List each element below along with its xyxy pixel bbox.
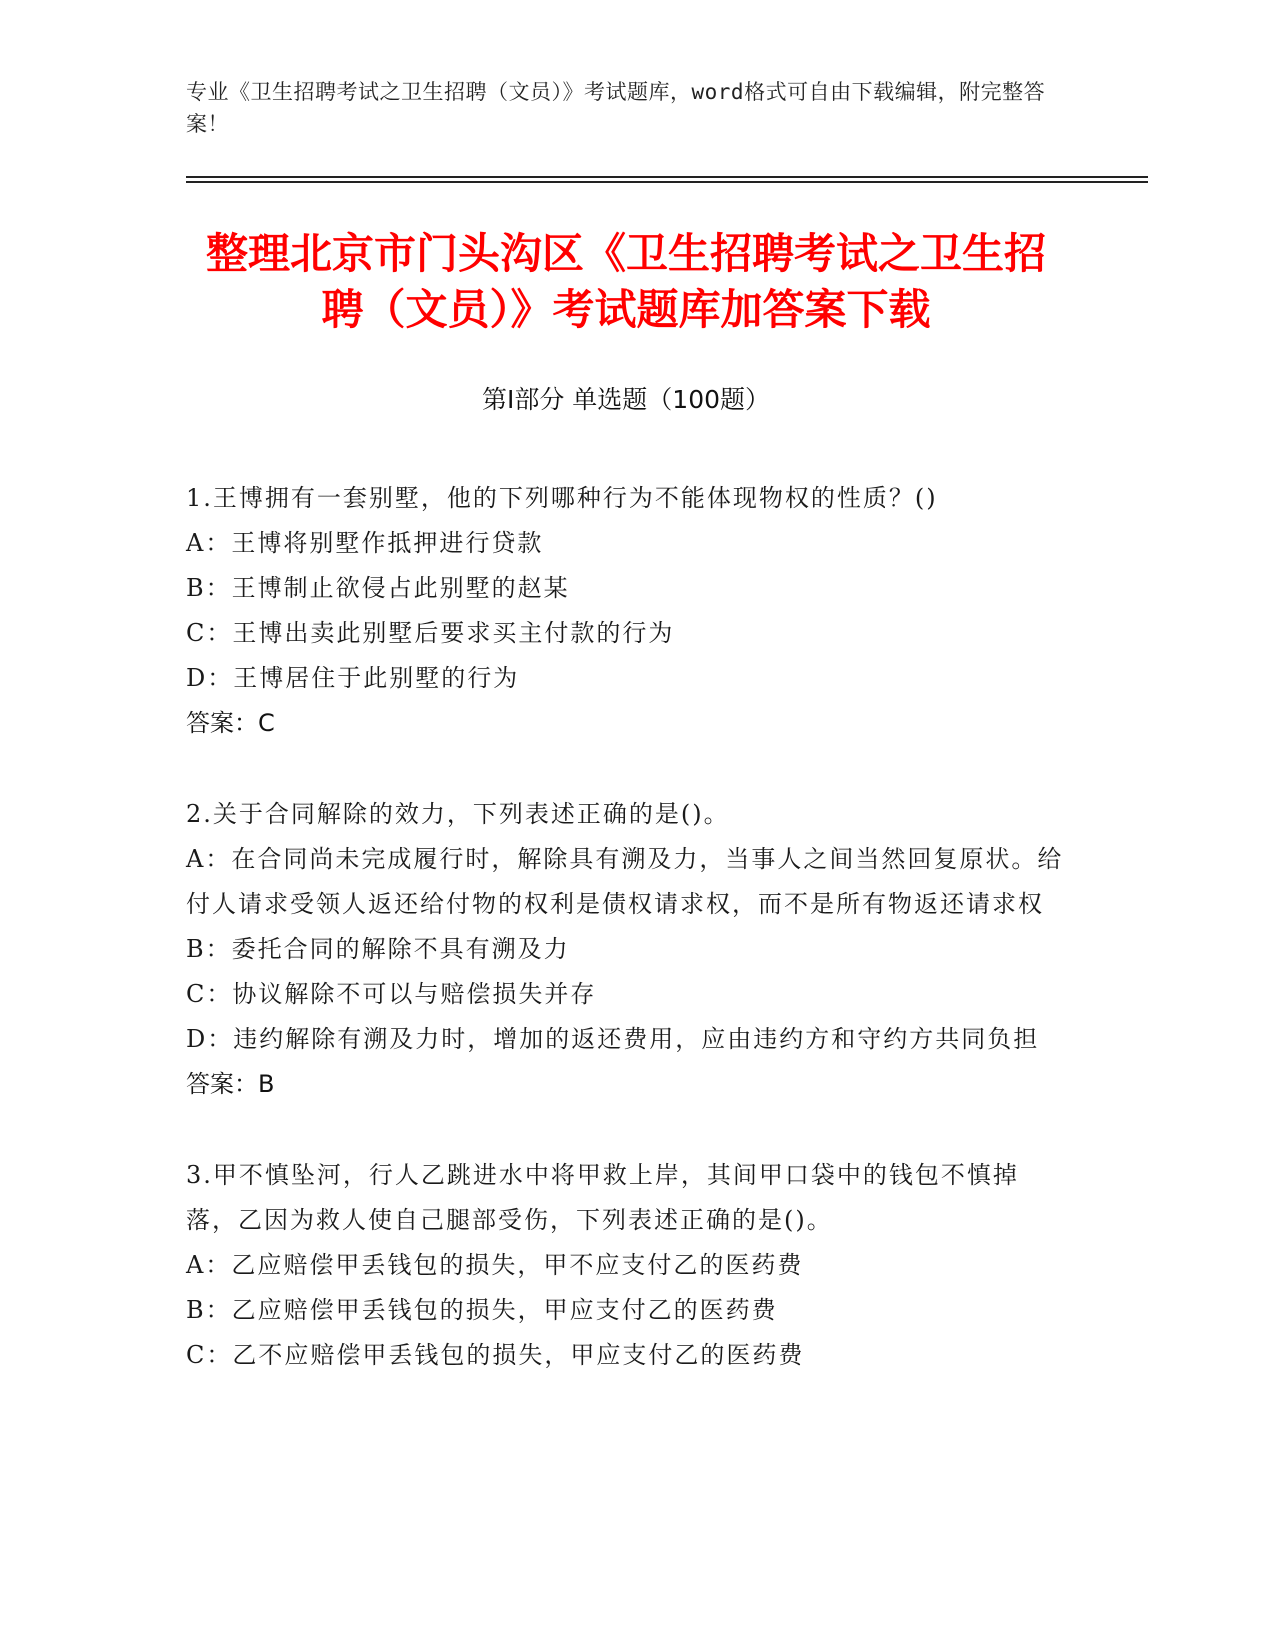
question-stem: 3.甲不慎坠河，行人乙跳进水中将甲救上岸，其间甲口袋中的钱包不慎掉落，乙因为救人使自己腿部受伤，下列表述正确的是()。: [186, 1161, 1019, 1234]
question-2: [186, 792, 1066, 1107]
option-d: D：违约解除有溯及力时，增加的返还费用，应由违约方和守约方共同负担: [186, 1025, 1040, 1053]
section-title: 第Ⅰ部分 单选题（100题）: [481, 385, 771, 414]
option-c: C：王博出卖此别墅后要求买主付款的行为: [186, 619, 675, 647]
option-d: D：王博居住于此别墅的行为: [186, 664, 520, 692]
answer: 答案：C: [186, 709, 275, 737]
header-divider: [186, 176, 1148, 183]
option-b: B：乙应赔偿甲丢钱包的损失，甲应支付乙的医药费: [186, 1296, 778, 1324]
option-a: A：乙应赔偿甲丢钱包的损失，甲不应支付乙的医药费: [186, 1251, 804, 1279]
question-stem: 1.王博拥有一套别墅，他的下列哪种行为不能体现物权的性质？(): [186, 484, 938, 512]
option-b: B：王博制止欲侵占此别墅的赵某: [186, 574, 570, 602]
question-list: [186, 476, 1066, 1424]
option-b: B：委托合同的解除不具有溯及力: [186, 935, 570, 963]
question-stem: 2.关于合同解除的效力，下列表述正确的是()。: [186, 800, 730, 828]
option-a: A：在合同尚未完成履行时，解除具有溯及力，当事人之间当然回复原状。给付人请求受领人返还给付物的权利是债权请求权，而不是所有物返还请求权: [186, 845, 1064, 918]
option-c: C：协议解除不可以与赔偿损失并存: [186, 980, 597, 1008]
document-title: 整理北京市门头沟区《卫生招聘考试之卫生招聘（文员）》考试题库加答案下载: [205, 229, 1046, 334]
answer: 答案：B: [186, 1070, 275, 1098]
question-1: [186, 476, 1066, 746]
option-c: C：乙不应赔偿甲丢钱包的损失，甲应支付乙的医药费: [186, 1341, 805, 1369]
header-note: 专业《卫生招聘考试之卫生招聘（文员）》考试题库，word格式可自由下载编辑，附完整答案！: [186, 80, 1046, 136]
question-3: [186, 1153, 1066, 1378]
option-a: A：王博将别墅作抵押进行贷款: [186, 529, 544, 557]
